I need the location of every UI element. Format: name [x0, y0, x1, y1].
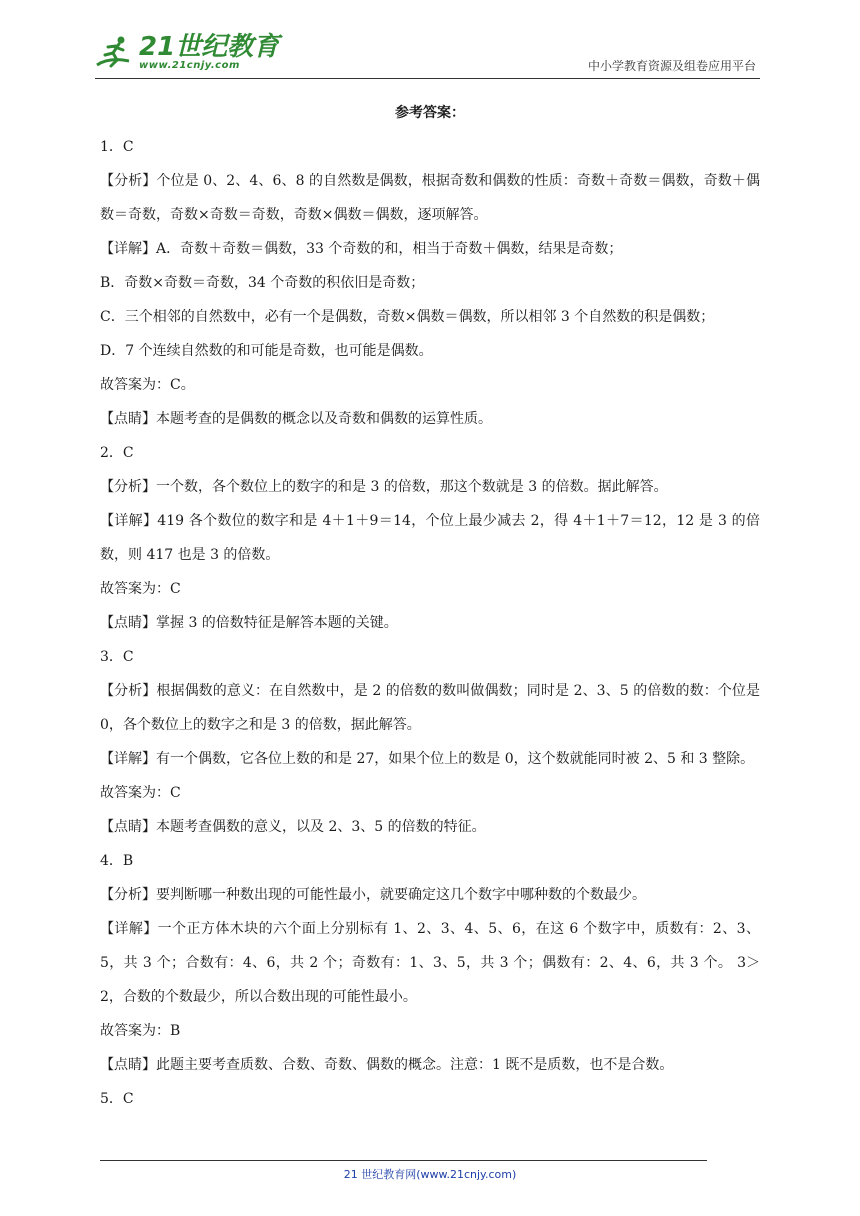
- answer-paragraph: B．奇数×奇数＝奇数，34 个奇数的积依旧是奇数；: [100, 275, 425, 291]
- platform-name: 中小学教育资源及组卷应用平台: [587, 59, 756, 73]
- answer-paragraph: 【详解】419 各个数位的数字和是 4＋1＋9＝14，个位上最少减去 2，得 4＋1＋7＝12，12 是 3 的倍数，则 417 也是 3 的倍数。: [100, 513, 760, 563]
- answer-paragraph: 故答案为：C: [100, 581, 181, 597]
- answer-paragraph: 【详解】有一个偶数，它各位上数的和是 27，如果个位上的数是 0，这个数就能同时被 2、5 和 3 整除。: [100, 751, 755, 767]
- answer-paragraph: 【分析】一个数，各个数位上的数字的和是 3 的倍数，那这个数就是 3 的倍数。据此解答。: [100, 479, 668, 495]
- footer-divider: [100, 1160, 707, 1161]
- answer-paragraph: 【分析】根据偶数的意义：在自然数中，是 2 的倍数的数叫做偶数；同时是 2、3、5 的倍数的数：个位是 0，各个数位上的数字之和是 3 的倍数，据此解答。: [100, 683, 760, 733]
- answer-paragraph: 3．C: [100, 649, 134, 665]
- answer-paragraph: 故答案为：C: [100, 785, 181, 801]
- logo: [95, 34, 279, 71]
- answer-paragraph: 【详解】A．奇数＋奇数＝偶数，33 个奇数的和，相当于奇数＋偶数，结果是奇数；: [100, 241, 623, 257]
- logo-url: www.21cnjy.com: [139, 60, 240, 71]
- answer-paragraph: 4．B: [100, 853, 134, 869]
- answer-paragraph: 【分析】个位是 0、2、4、6、8 的自然数是偶数，根据奇数和偶数的性质：奇数＋奇数＝偶数，奇数＋偶数＝奇数，奇数×奇数＝奇数，奇数×偶数＝偶数，逐项解答。: [100, 173, 760, 223]
- answer-paragraph: 故答案为：B: [100, 1023, 181, 1039]
- answer-paragraph: 5．C: [100, 1091, 134, 1107]
- answer-paragraph: 【分析】要判断哪一种数出现的可能性最小，就要确定这几个数字中哪种数的个数最少。: [100, 887, 646, 903]
- answer-paragraph: 【点睛】此题主要考查质数、合数、奇数、偶数的概念。注意：1 既不是质数，也不是合数。: [100, 1057, 674, 1073]
- answer-content: [100, 96, 760, 1116]
- answer-paragraph: 1．C: [100, 139, 134, 155]
- running-man-icon: [95, 35, 135, 71]
- answer-paragraph: D．7 个连续自然数的和可能是奇数，也可能是偶数。: [100, 343, 433, 359]
- answer-paragraph: 2．C: [100, 445, 134, 461]
- logo-title: 21世纪教育: [139, 32, 280, 62]
- answer-paragraph: C．三个相邻的自然数中，必有一个是偶数，奇数×偶数＝偶数，所以相邻 3 个自然数的积是偶数；: [100, 309, 715, 325]
- answer-paragraph: 【详解】一个正方体木块的六个面上分别标有 1、2、3、4、5、6，在这 6 个数字中，质数有：2、3、5，共 3 个；合数有：4、6，共 2 个；奇数有：1、3、5，共 3 个；偶数有：2、4、6，共 3 个。 3＞2，合数的个数最少，所以合数出现的可能性最小。: [100, 921, 760, 1005]
- answer-paragraph: 【点睛】本题考查偶数的意义，以及 2、3、5 的倍数的特征。: [100, 819, 486, 835]
- answer-paragraph: 【点睛】本题考查的是偶数的概念以及奇数和偶数的运算性质。: [100, 411, 492, 427]
- footer-text: 21 世纪教育网(www.21cnjy.com): [343, 1168, 517, 1181]
- answer-paragraph: 【点睛】掌握 3 的倍数特征是解答本题的关键。: [100, 615, 398, 631]
- page-title: 参考答案：: [395, 105, 465, 121]
- answer-paragraph: 故答案为：C。: [100, 377, 195, 393]
- page-header: [95, 30, 760, 79]
